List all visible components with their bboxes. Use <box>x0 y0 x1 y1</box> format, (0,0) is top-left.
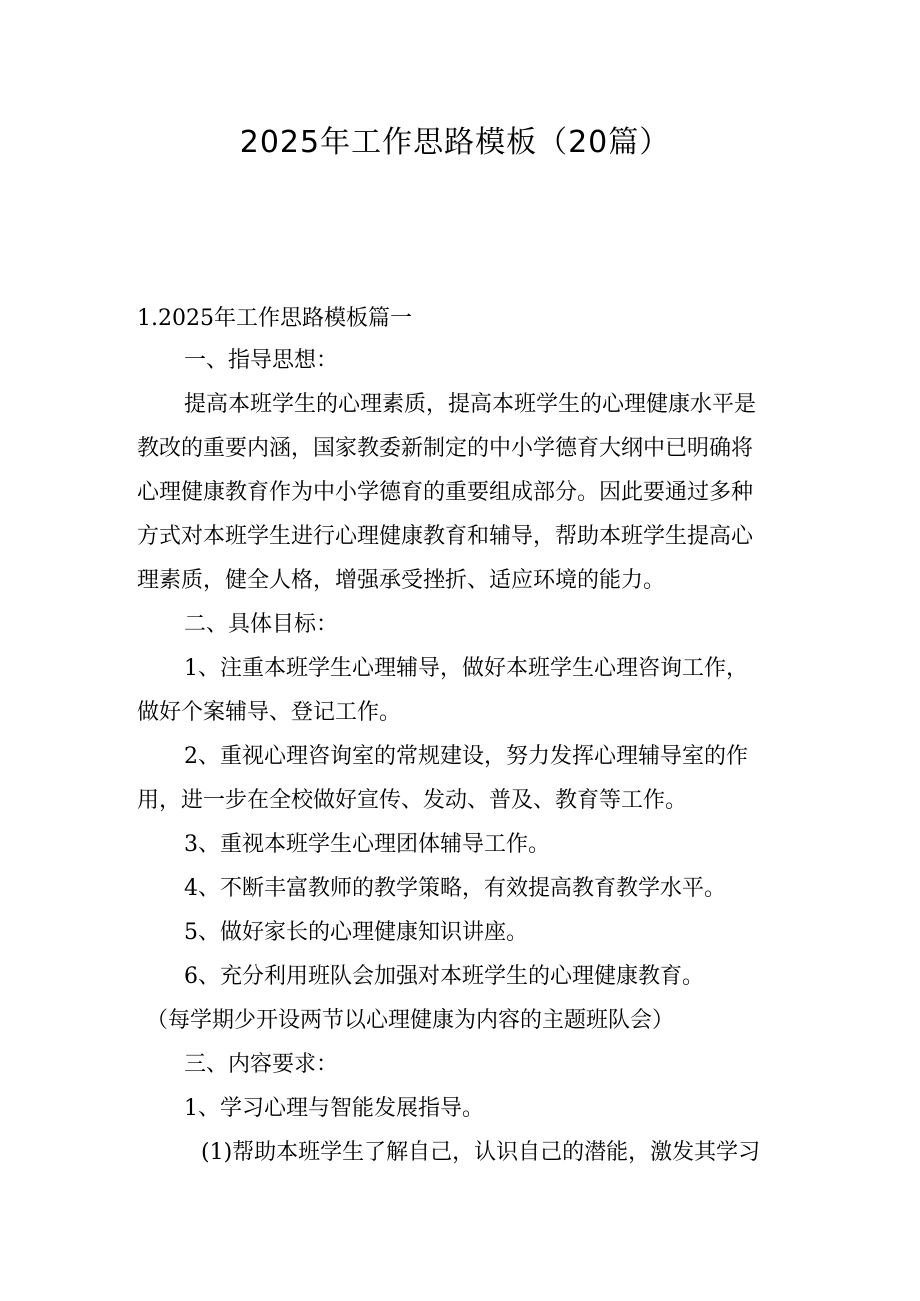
goal-item-line: 2、重视心理咨询室的常规建设，努力发挥心理辅导室的作 <box>184 744 748 769</box>
content-subitem: (1)帮助本班学生了解自己，认识自己的潜能，激发其学习 <box>201 1140 761 1165</box>
paragraph-line: 方式对本班学生进行心理健康教育和辅导，帮助本班学生提高心 <box>137 524 754 549</box>
heading-specific-goals: 二、具体目标： <box>184 612 339 637</box>
paragraph-line: 提高本班学生的心理素质，提高本班学生的心理健康水平是 <box>184 392 757 417</box>
paragraph-line: 心理健康教育作为中小学德育的重要组成部分。因此要通过多种 <box>137 480 754 505</box>
goal-item-line: 1、注重本班学生心理辅导，做好本班学生心理咨询工作， <box>184 656 748 681</box>
document-title: 2025年工作思路模板（20篇） <box>239 125 671 160</box>
paragraph-line: 理素质，健全人格，增强承受挫折、适应环境的能力。 <box>137 568 666 593</box>
goal-item: 6、充分利用班队会加强对本班学生的心理健康教育。 <box>184 964 704 989</box>
goal-item-line: 做好个案辅导、登记工作。 <box>137 700 402 725</box>
goal-item: 5、做好家长的心理健康知识讲座。 <box>184 920 528 945</box>
goal-item: 3、重视本班学生心理团体辅导工作。 <box>184 832 550 857</box>
paragraph-line: 教改的重要内涵，国家教委新制定的中小学德育大纲中已明确将 <box>137 436 754 461</box>
heading-guiding-thought: 一、指导思想： <box>184 348 339 373</box>
section-heading: 1.2025年工作思路模板篇一 <box>137 306 412 331</box>
goal-note: （每学期少开设两节以心理健康为内容的主题班队会） <box>146 1008 675 1033</box>
goal-item: 4、不断丰富教师的教学策略，有效提高教育教学水平。 <box>184 876 726 901</box>
heading-content-requirements: 三、内容要求： <box>184 1052 339 1077</box>
content-item: 1、学习心理与智能发展指导。 <box>184 1096 484 1121</box>
goal-item-line: 用，进一步在全校做好宣传、发动、普及、教育等工作。 <box>137 788 688 813</box>
